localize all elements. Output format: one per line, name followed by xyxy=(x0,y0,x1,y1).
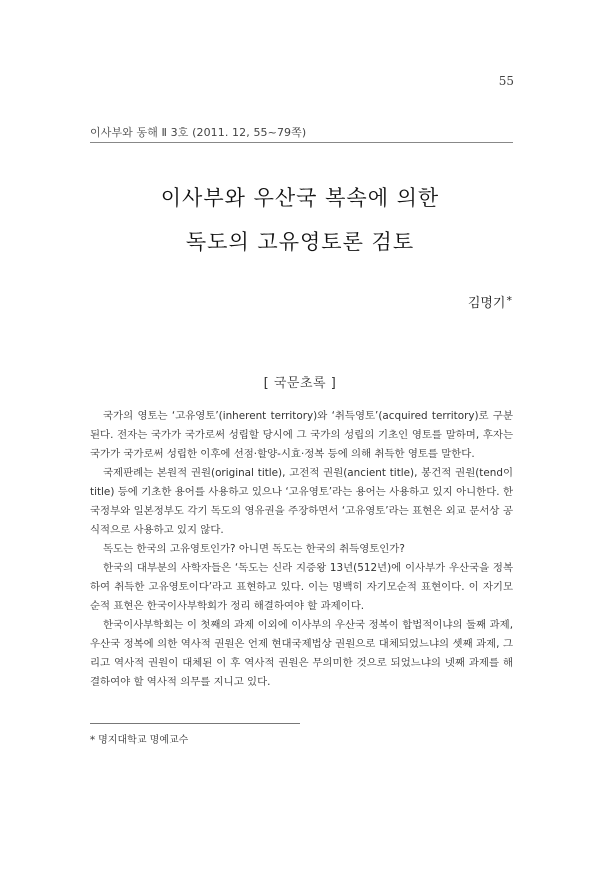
abstract-paragraph: 한국이사부학회는 이 첫째의 과제 이외에 이사부의 우산국 정복이 합법적이냐의 둘째 과제, 우산국 정복에 의한 역사적 권원은 언제 현대국제법상 권원으로 대체되었느냐의 셋째 과제, 그리고 역사적 권원이 대체된 이 후 역사적 권원은 무의미한 것으로 되었느냐의 넷째 과제를 해결하여야 할 역사적 의무를 지니고 있다. xyxy=(90,619,513,688)
title-line-2: 독도의 고유영토론 검토 xyxy=(185,230,415,254)
abstract-heading: [ 국문초록 ] xyxy=(263,376,337,391)
page-number: 55 xyxy=(498,74,514,88)
abstract-paragraph: 국제판례는 본원적 권원(original title), 고전적 권원(ancient title), 봉건적 권원(tend이 title) 등에 기초한 용어를 사용하고 있으나 ‘고유영토’라는 용어는 사용하고 있지 아니한다. 한국정부와 일본정부도 각기 독도의 영유권을 주장하면서 ‘고유영토’라는 표현은 외교 문서상 공식적으로 사용하고 있지 않다. xyxy=(90,467,513,536)
article-title xyxy=(60,176,540,264)
abstract-paragraph: 국가의 영토는 ‘고유영토’(inherent territory)와 ‘취득영토’(acquired territory)로 구분된다. 전자는 국가가 국가로써 성립할 당시에 그 국가의 성립의 기초인 영토를 말하며, 후자는 국가가 국가로써 성립한 이후에 선점·할양-시효·정복 등에 의해 취득한 영토를 말한다. xyxy=(90,410,513,460)
abstract-body xyxy=(90,407,513,692)
author xyxy=(468,292,512,311)
title-line-1: 이사부와 우산국 복속에 의한 xyxy=(160,186,440,210)
journal-header: 이사부와 동해 Ⅱ 3호 (2011. 12, 55~79쪽) xyxy=(90,126,307,139)
author-footnote-mark: * xyxy=(506,294,512,307)
abstract-paragraph: 한국의 대부분의 사학자들은 ‘독도는 신라 지증왕 13년(512년)에 이사부가 우산국을 정복하여 취득한 고유영토이다’라고 표현하고 있다. 이는 명백히 자기모순적 표현이다. 이 자기모순적 표현은 한국이사부학회가 정리 해결하여야 할 과제이다. xyxy=(90,562,513,612)
author-name: 김명기 xyxy=(467,296,506,311)
footnote-rule xyxy=(90,723,300,724)
abstract-paragraph: 독도는 한국의 고유영토인가? 아니면 독도는 한국의 취득영토인가? xyxy=(103,543,405,555)
footnote: * 명지대학교 명예교수 xyxy=(90,735,189,746)
header-rule xyxy=(90,142,513,143)
